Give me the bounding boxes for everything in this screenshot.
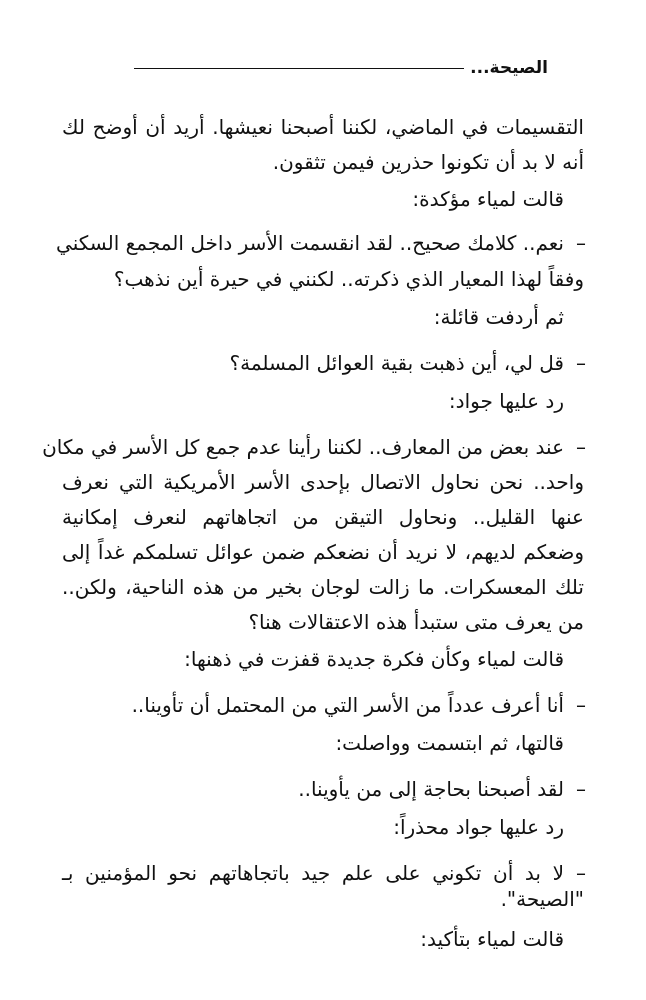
dialogue-line <box>62 772 586 806</box>
dialogue-text: لا بد أن تكوني على علم جيد باتجاهاتهم نحو المؤمنين بـ <box>62 861 564 885</box>
text-line: تلك المعسكرات. ما زالت لوجان بخير من هذه الناحية، ولكن.. <box>62 575 584 599</box>
narration-line: قالتها، ثم ابتسمت وواصلت: <box>335 731 564 755</box>
dialogue-text: لقد أصبحنا بحاجة إلى من يأوينا.. <box>298 777 564 801</box>
text-line: من يعرف متى ستبدأ هذه الاعتقالات هنا؟ <box>248 610 584 634</box>
dialogue-text: قل لي، أين ذهبت بقية العوائل المسلمة؟ <box>229 351 564 375</box>
narration-line: قالت لمياء بتأكيد: <box>420 927 564 951</box>
text-line: وفقاً لهذا المعيار الذي ذكرته.. لكنني في حيرة أين نذهب؟ <box>113 267 584 291</box>
text-line: عنها القليل.. ونحاول التيقن من اتجاهاتهم لنعرف إمكانية <box>62 505 584 529</box>
narration-line: رد عليها جواد: <box>448 389 564 413</box>
narration-line: ثم أردفت قائلة: <box>433 305 564 329</box>
text-line: أنه لا بد أن تكونوا حذرين فيمن تثقون. <box>272 150 584 174</box>
header-title: الصيحة... <box>470 58 548 78</box>
dialogue-dash: – <box>576 231 586 255</box>
narration-line: قالت لمياء وكأن فكرة جديدة قفزت في ذهنها: <box>184 647 564 671</box>
dialogue-line <box>56 226 586 260</box>
narration-line: رد عليها جواد محذراً: <box>393 815 564 839</box>
text-line: التقسيمات في الماضي، لكننا أصبحنا نعيشها. أريد أن أوضح لك <box>62 115 584 139</box>
running-header <box>134 58 548 78</box>
dialogue-line <box>62 688 586 722</box>
dialogue-text: أنا أعرف عدداً من الأسر التي من المحتمل أن تأوينا.. <box>131 693 564 717</box>
dialogue-dash: – <box>576 435 586 459</box>
dialogue-dash: – <box>576 693 586 717</box>
dialogue-text: نعم.. كلامك صحيح.. لقد انقسمت الأسر داخل المجمع السكني <box>56 231 564 255</box>
dialogue-line <box>62 346 586 380</box>
text-line: وضعكم لديهم، لا نريد أن نضعكم ضمن عوائل تسلمكم غداً إلى <box>62 540 584 564</box>
text-line: واحد.. نحن نحاول الاتصال بإحدى الأسر الأمريكية التي نعرف <box>62 470 584 494</box>
dialogue-text: عند بعض من المعارف.. لكننا رأينا عدم جمع كل الأسر في مكان <box>42 435 564 459</box>
dialogue-dash: – <box>576 777 586 801</box>
text-line: "الصيحة". <box>500 887 584 911</box>
dialogue-dash: – <box>576 351 586 375</box>
dialogue-dash: – <box>576 861 586 885</box>
header-rule <box>134 68 464 69</box>
narration-line: قالت لمياء مؤكدة: <box>412 187 564 211</box>
dialogue-line <box>42 430 586 464</box>
